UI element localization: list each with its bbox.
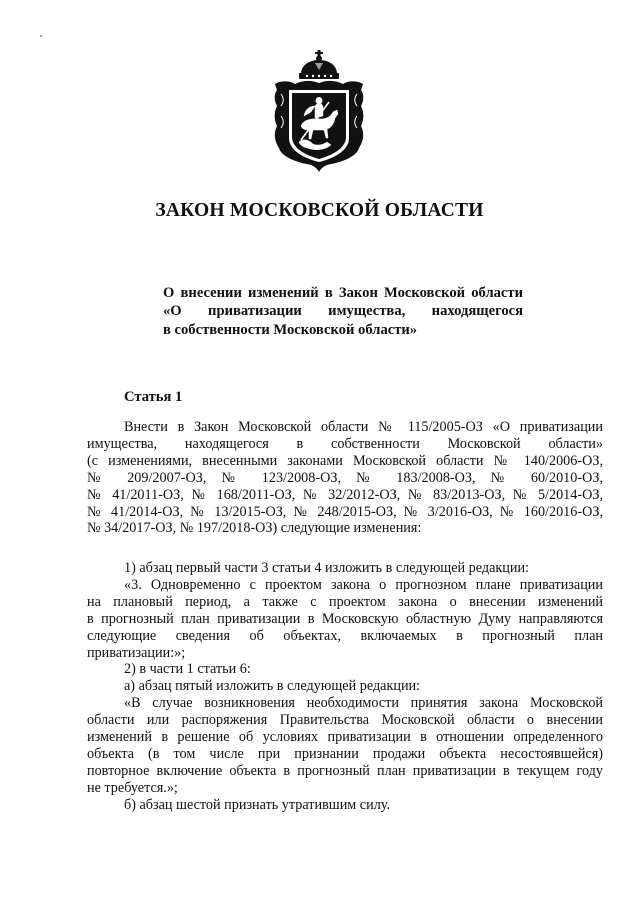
subject-line: О внесении изменений в Закон Московской области: [163, 285, 523, 301]
text-line: области или распоряжения Правительства Московской области о внесении: [87, 712, 603, 729]
text-line: приватизации:»;: [87, 644, 186, 661]
text-line: б) абзац шестой признать утратившим силу.: [124, 796, 391, 813]
text-line: № 209/2007-ОЗ, № 123/2008-ОЗ, № 183/2008-ОЗ, № 60/2010-ОЗ,: [87, 469, 603, 486]
text-line: 1) абзац первый части 3 статьи 4 изложить в следующей редакции:: [124, 560, 530, 576]
text-line: на плановый период, а также с проектом закона о внесении изменений: [87, 593, 603, 610]
text-line: 2) в части 1 статьи 6:: [124, 661, 251, 678]
text-line: не требуется.»;: [87, 779, 178, 796]
subject-line: «О приватизации имущества, находящегося: [163, 303, 523, 320]
text-line: № 41/2011-ОЗ, № 168/2011-ОЗ, № 32/2012-ОЗ, № 83/2013-ОЗ, № 5/2014-ОЗ,: [87, 486, 603, 503]
text-line: (с изменениями, внесенными законами Московской области № 140/2006-ОЗ,: [87, 452, 603, 469]
text-line: Внести в Закон Московской области № 115/2005-ОЗ «О приватизации: [124, 419, 603, 435]
text-line: объекта (в том числе при признании продажи объекта несостоявшейся): [87, 745, 603, 762]
text-line: а) абзац пятый изложить в следующей редакции:: [124, 678, 421, 695]
text-line: повторное включение объекта в прогнозный план приватизации в текущем году: [87, 762, 603, 779]
scan-speck: [40, 35, 42, 37]
text-line: «3. Одновременно с проектом закона о прогнозном плане приватизации: [124, 576, 603, 593]
text-line: № 34/2017-ОЗ, № 197/2018-ОЗ) следующие изменения:: [87, 520, 422, 537]
law-subject: [163, 284, 523, 339]
text-line: следующие сведения об объектах, включаемых в прогнозный план: [87, 627, 603, 644]
text-line: «В случае возникновения необходимости принятия закона Московской: [124, 695, 603, 712]
law-title: ЗАКОН МОСКОВСКОЙ ОБЛАСТИ: [155, 200, 484, 221]
article-heading: Статья 1: [124, 389, 183, 405]
changes-section: [87, 560, 603, 814]
subject-line: в собственности Московской области»: [163, 321, 418, 338]
coat-of-arms-emblem: [271, 50, 367, 174]
text-line: № 41/2014-ОЗ, № 13/2015-ОЗ, № 248/2015-ОЗ, № 3/2016-ОЗ, № 160/2016-ОЗ,: [87, 503, 603, 520]
intro-paragraph: [87, 419, 603, 537]
text-line: в прогнозный план приватизации в Московскую областную Думу направляются: [87, 610, 603, 627]
text-line: изменений в решение об условиях приватизации в отношении определенного: [87, 729, 603, 746]
text-line: имущества, находящегося в собственности Московской области»: [87, 435, 603, 452]
